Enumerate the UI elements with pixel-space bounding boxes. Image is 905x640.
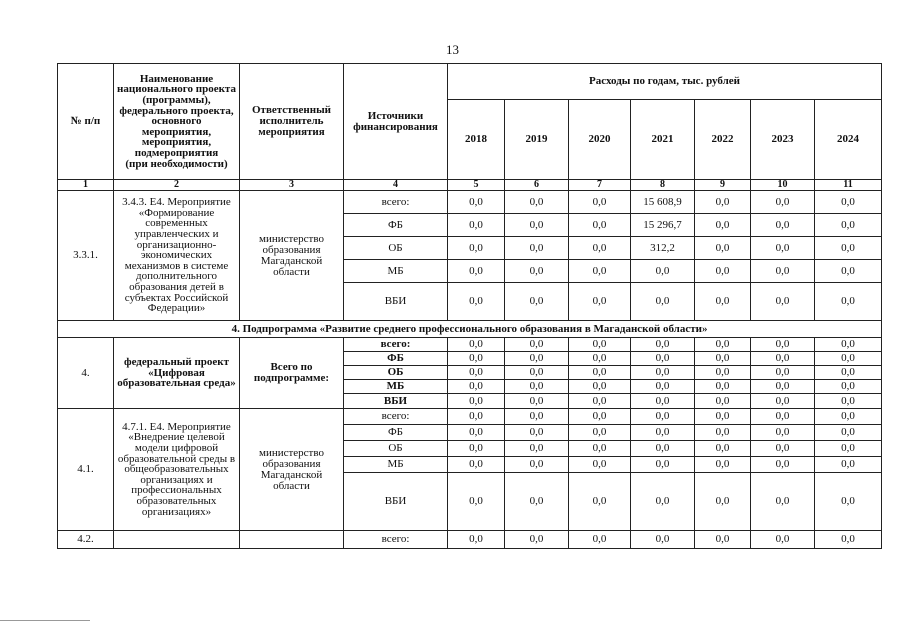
cost-value: 0,0 [448, 283, 505, 321]
header-year: 2024 [815, 100, 882, 180]
funding-source: МБ [344, 457, 448, 473]
cost-value: 0,0 [631, 441, 695, 457]
header-year: 2020 [569, 100, 631, 180]
cost-value: 0,0 [505, 214, 569, 237]
cost-value: 0,0 [695, 237, 751, 260]
cost-value: 0,0 [815, 409, 882, 425]
cost-value: 0,0 [505, 409, 569, 425]
col-number: 3 [240, 180, 344, 191]
cost-value: 0,0 [569, 237, 631, 260]
cost-value: 0,0 [695, 338, 751, 352]
header-name [114, 64, 240, 180]
item-number: 4.2. [58, 531, 114, 549]
col-number: 11 [815, 180, 882, 191]
header-year: 2022 [695, 100, 751, 180]
item-name-text: 4.7.1. Е4. Мероприятие «Внедрение целевой модели цифровой образовательной среды в общеобразовательных организациях и профессиональных образовательных организациях» [117, 420, 236, 518]
cost-value: 0,0 [505, 394, 569, 409]
table-row [58, 191, 882, 214]
cost-value: 0,0 [631, 260, 695, 283]
cost-value: 0,0 [751, 214, 815, 237]
cost-value: 0,0 [569, 531, 631, 549]
cost-value: 0,0 [751, 441, 815, 457]
cost-value: 0,0 [815, 380, 882, 394]
item-number: 4.1. [58, 409, 114, 531]
col-number: 1 [58, 180, 114, 191]
funding-source: всего: [344, 409, 448, 425]
cost-value: 0,0 [695, 394, 751, 409]
cost-value: 0,0 [751, 409, 815, 425]
funding-source: всего: [344, 531, 448, 549]
cost-value: 0,0 [695, 366, 751, 380]
funding-source: МБ [344, 380, 448, 394]
cost-value: 312,2 [631, 237, 695, 260]
cost-value: 0,0 [505, 380, 569, 394]
cost-value: 0,0 [751, 260, 815, 283]
funding-source: всего: [344, 338, 448, 352]
cost-value: 0,0 [815, 237, 882, 260]
cost-value: 0,0 [569, 191, 631, 214]
funding-source: ФБ [344, 425, 448, 441]
cost-value: 0,0 [695, 380, 751, 394]
cost-value: 15 608,9 [631, 191, 695, 214]
cost-value: 0,0 [448, 531, 505, 549]
header-costs: Расходы по годам, тыс. рублей [448, 64, 882, 100]
cost-value: 0,0 [448, 352, 505, 366]
cost-value: 0,0 [448, 473, 505, 531]
cost-value: 0,0 [505, 473, 569, 531]
item-name [114, 531, 240, 549]
cost-value: 0,0 [569, 283, 631, 321]
cost-value: 0,0 [631, 473, 695, 531]
funding-source: ВБИ [344, 394, 448, 409]
cost-value: 0,0 [631, 531, 695, 549]
cost-value: 0,0 [505, 191, 569, 214]
cost-value: 0,0 [751, 457, 815, 473]
cost-value: 0,0 [751, 338, 815, 352]
cost-value: 0,0 [448, 366, 505, 380]
header-year: 2023 [751, 100, 815, 180]
header-year: 2018 [448, 100, 505, 180]
header-name-text: Наименование национального проекта (программы), федерального проекта, основного мероприятия, мероприятия, подмероприятия [117, 72, 236, 159]
cost-value: 0,0 [448, 409, 505, 425]
cost-value: 0,0 [631, 366, 695, 380]
cost-value: 0,0 [751, 366, 815, 380]
cost-value: 0,0 [505, 457, 569, 473]
cost-value: 0,0 [505, 260, 569, 283]
cost-value: 0,0 [815, 425, 882, 441]
page-number: 13 [446, 42, 459, 57]
item-name [114, 338, 240, 409]
header-year: 2021 [631, 100, 695, 180]
header-sources: Источники финансирования [344, 64, 448, 180]
cost-value: 0,0 [448, 260, 505, 283]
cost-value: 0,0 [751, 237, 815, 260]
cost-value: 0,0 [815, 214, 882, 237]
budget-table [57, 63, 882, 549]
cost-value: 0,0 [505, 441, 569, 457]
cost-value: 0,0 [569, 394, 631, 409]
cost-value: 0,0 [505, 531, 569, 549]
cost-value: 0,0 [569, 425, 631, 441]
cost-value: 0,0 [751, 380, 815, 394]
item-responsible: Всего по подпрограмме: [240, 338, 344, 409]
cost-value: 0,0 [695, 352, 751, 366]
cost-value: 0,0 [569, 338, 631, 352]
cost-value: 0,0 [695, 457, 751, 473]
col-number: 4 [344, 180, 448, 191]
item-name [114, 409, 240, 531]
cost-value: 0,0 [631, 283, 695, 321]
cost-value: 0,0 [751, 352, 815, 366]
cost-value: 0,0 [815, 352, 882, 366]
item-responsible [240, 531, 344, 549]
cost-value: 0,0 [695, 473, 751, 531]
col-number: 5 [448, 180, 505, 191]
header-name-note: (при необходимости) [125, 157, 228, 170]
section-title: 4. Подпрограмма «Развитие среднего профессионального образования в Магаданской области» [58, 321, 882, 338]
cost-value: 0,0 [751, 425, 815, 441]
cost-value: 0,0 [505, 237, 569, 260]
item-number: 4. [58, 338, 114, 409]
header-num: № п/п [58, 64, 114, 180]
cost-value: 0,0 [631, 409, 695, 425]
cost-value: 0,0 [631, 380, 695, 394]
cost-value: 0,0 [815, 457, 882, 473]
cost-value: 0,0 [505, 352, 569, 366]
cost-value: 0,0 [448, 214, 505, 237]
funding-source: ОБ [344, 237, 448, 260]
cost-value: 0,0 [448, 425, 505, 441]
cost-value: 0,0 [815, 394, 882, 409]
funding-source: всего: [344, 191, 448, 214]
table-row [58, 531, 882, 549]
cost-value: 0,0 [695, 260, 751, 283]
cost-value: 0,0 [505, 338, 569, 352]
cost-value: 0,0 [695, 214, 751, 237]
item-name-text: 3.4.3. Е4. Мероприятие «Формирование современных управленческих и организационно-экономических механизмов в системе дополнительного образования детей в субъектах Российской Федерации» [122, 196, 231, 315]
item-number: 3.3.1. [58, 191, 114, 321]
cost-value: 0,0 [448, 457, 505, 473]
cost-value: 0,0 [569, 409, 631, 425]
cost-value: 0,0 [569, 260, 631, 283]
cost-value: 0,0 [815, 531, 882, 549]
cost-value: 0,0 [505, 425, 569, 441]
item-responsible: министерство образования Магаданской области [240, 409, 344, 531]
funding-source: ФБ [344, 352, 448, 366]
header-responsible: Ответственный исполнитель мероприятия [240, 64, 344, 180]
funding-source: ОБ [344, 366, 448, 380]
header-year: 2019 [505, 100, 569, 180]
funding-source: ВБИ [344, 473, 448, 531]
table-row [58, 409, 882, 425]
cost-value: 0,0 [751, 191, 815, 214]
col-number: 8 [631, 180, 695, 191]
cost-value: 0,0 [815, 283, 882, 321]
cost-value: 0,0 [815, 441, 882, 457]
page-edge-line [0, 620, 90, 621]
cost-value: 0,0 [631, 352, 695, 366]
item-responsible: министерство образования Магаданской области [240, 191, 344, 321]
cost-value: 0,0 [569, 214, 631, 237]
cost-value: 0,0 [569, 352, 631, 366]
cost-value: 0,0 [751, 531, 815, 549]
cost-value: 0,0 [631, 394, 695, 409]
cost-value: 0,0 [448, 338, 505, 352]
cost-value: 0,0 [695, 409, 751, 425]
cost-value: 0,0 [695, 191, 751, 214]
cost-value: 0,0 [569, 441, 631, 457]
item-name-text: федеральный проект «Цифровая образовательная среда» [117, 356, 236, 390]
funding-source: ОБ [344, 441, 448, 457]
cost-value: 0,0 [505, 283, 569, 321]
cost-value: 0,0 [448, 380, 505, 394]
cost-value: 0,0 [631, 425, 695, 441]
cost-value: 0,0 [505, 366, 569, 380]
cost-value: 15 296,7 [631, 214, 695, 237]
cost-value: 0,0 [815, 338, 882, 352]
funding-source: МБ [344, 260, 448, 283]
cost-value: 0,0 [695, 531, 751, 549]
item-name [114, 191, 240, 321]
funding-source: ВБИ [344, 283, 448, 321]
cost-value: 0,0 [448, 237, 505, 260]
table-row [58, 338, 882, 352]
section-row [58, 321, 882, 338]
cost-value: 0,0 [751, 394, 815, 409]
funding-source: ФБ [344, 214, 448, 237]
cost-value: 0,0 [815, 473, 882, 531]
col-number: 10 [751, 180, 815, 191]
cost-value: 0,0 [815, 191, 882, 214]
cost-value: 0,0 [448, 394, 505, 409]
cost-value: 0,0 [569, 380, 631, 394]
col-number: 9 [695, 180, 751, 191]
cost-value: 0,0 [631, 338, 695, 352]
col-number: 7 [569, 180, 631, 191]
cost-value: 0,0 [569, 473, 631, 531]
cost-value: 0,0 [695, 283, 751, 321]
cost-value: 0,0 [448, 441, 505, 457]
cost-value: 0,0 [815, 260, 882, 283]
cost-value: 0,0 [695, 425, 751, 441]
cost-value: 0,0 [631, 457, 695, 473]
cost-value: 0,0 [569, 366, 631, 380]
col-number: 6 [505, 180, 569, 191]
cost-value: 0,0 [569, 457, 631, 473]
cost-value: 0,0 [751, 473, 815, 531]
cost-value: 0,0 [751, 283, 815, 321]
col-number: 2 [114, 180, 240, 191]
cost-value: 0,0 [815, 366, 882, 380]
cost-value: 0,0 [695, 441, 751, 457]
cost-value: 0,0 [448, 191, 505, 214]
